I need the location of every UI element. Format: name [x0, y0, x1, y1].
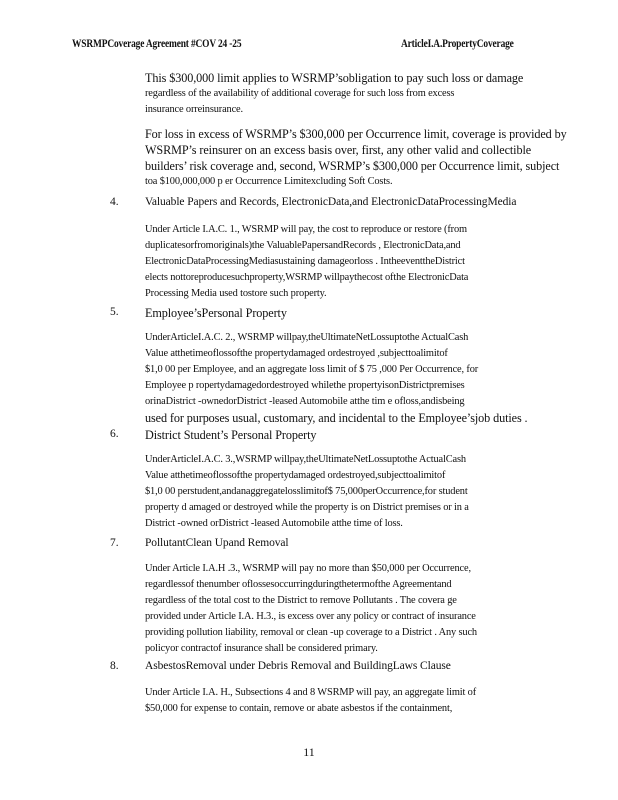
section-heading: Valuable Papers and Records, ElectronicData,and ElectronicDataProcessingMedia — [145, 196, 517, 208]
section-number: 6. — [110, 428, 119, 440]
header-agreement-id: WSRMPCoverage Agreement #COV 24 -25 — [72, 38, 242, 50]
text-line: District -owned orDistrict -leased Automobile atthe time of loss. — [145, 518, 403, 529]
text-line: Under Article I.A.C. 1., WSRMP will pay, the cost to reproduce or restore (from — [145, 224, 467, 235]
intro-paragraph-limit — [145, 70, 570, 118]
section-heading: AsbestosRemoval under Debris Removal and BuildingLaws Clause — [145, 660, 451, 672]
section-number: 8. — [110, 660, 119, 672]
text-line: Processing Media used tostore such property. — [145, 288, 327, 299]
section-heading: District Student’s Personal Property — [145, 428, 317, 442]
text-line: used for purposes usual, customary, and incidental to the Employee’sjob duties . — [145, 411, 528, 425]
text-line: Under Article I.A. H., Subsections 4 and 8 WSRMP will pay, an aggregate limit of — [145, 687, 477, 698]
text-line: Under Article I.A.H .3., WSRMP will pay no more than $50,000 per Occurrence, — [145, 563, 471, 574]
text-line: providing pollution liability, removal or clean -up coverage to a District . Any such — [145, 627, 477, 638]
text-line: UnderArticleI.A.C. 2., WSRMP willpay,theUltimateNetLossuptothe ActualCash — [145, 332, 469, 343]
text-line: $1,0 00 per Employee, and an aggregate loss limit of $ 75 ,000 Per Occurrence, for — [145, 364, 479, 375]
section-body — [145, 452, 570, 532]
text-line: property d amaged or destroyed while the property is on District premises or in a — [145, 502, 469, 513]
text-line: ElectronicDataProcessingMediasustaining damageorloss . IntheeventtheDistrict — [145, 256, 465, 267]
text-line: policyor contractof insurance shall be considered primary. — [145, 643, 378, 654]
text-line: WSRMP’s reinsurer on an excess basis over, first, any other valid and collectible — [145, 143, 532, 157]
section-number: 7. — [110, 537, 119, 549]
text-line: builders’ risk coverage and, second, WSRMP’s $300,000 per Occurrence limit, subject — [145, 159, 560, 173]
text-line: insurance orreinsurance. — [145, 104, 243, 115]
text-line: provided under Article I.A. H.3., is excess over any policy or contract of insurance — [145, 611, 476, 622]
text-line: regardless of the availability of additional coverage for such loss from excess — [145, 88, 455, 99]
text-line: For loss in excess of WSRMP’s $300,000 per Occurrence limit, coverage is provided by — [145, 127, 567, 141]
text-line: regardless of the total cost to the District to remove Pollutants . The covera ge — [145, 595, 457, 606]
text-line: UnderArticleI.A.C. 3.,WSRMP willpay,theUltimateNetLossuptothe ActualCash — [145, 454, 466, 465]
section-number: 4. — [110, 196, 119, 208]
header-article-title: ArticleI.A.PropertyCoverage — [401, 38, 514, 50]
section-heading: PollutantClean Upand Removal — [145, 537, 289, 549]
text-line: Employee p ropertydamagedordestroyed whilethe propertyisonDistrictpremises — [145, 380, 465, 391]
section-heading: Employee’sPersonal Property — [145, 306, 287, 320]
text-line: orinaDistrict -ownedorDistrict -leased Automobile atthe tim e ofloss,andisbeing — [145, 396, 465, 407]
section-number: 5. — [110, 306, 119, 318]
text-line: regardlessof thenumber oflossesoccurringduringthetermofthe Agreementand — [145, 579, 452, 590]
text-line: $50,000 for expense to contain, remove or abate asbestos if the containment, — [145, 703, 453, 714]
text-line: toa $100,000,000 p er Occurrence Limitexcluding Soft Costs. — [145, 176, 393, 187]
section-body — [145, 222, 570, 302]
section-body — [145, 561, 570, 657]
text-line: Value atthetimeoflossofthe propertydamaged ordestroyed ,subjecttoalimitof — [145, 348, 448, 359]
text-line: $1,0 00 perstudent,andanaggregatelosslimitof$ 75,000perOccurrence,for student — [145, 486, 468, 497]
section-body — [145, 330, 570, 426]
section-body — [145, 685, 570, 717]
text-line: elects nottoreproducesuchproperty,WSRMP willpaythecost ofthe ElectronicData — [145, 272, 469, 283]
text-line: duplicatesorfromoriginals)the ValuablePapersandRecords , ElectronicData,and — [145, 240, 461, 251]
intro-paragraph-excess — [145, 126, 570, 190]
page-number: 11 — [303, 745, 315, 759]
text-line: This $300,000 limit applies to WSRMP’sobligation to pay such loss or damage — [145, 71, 524, 85]
text-line: Value atthetimeoflossofthe propertydamaged ordestroyed,subjecttoalimitof — [145, 470, 446, 481]
